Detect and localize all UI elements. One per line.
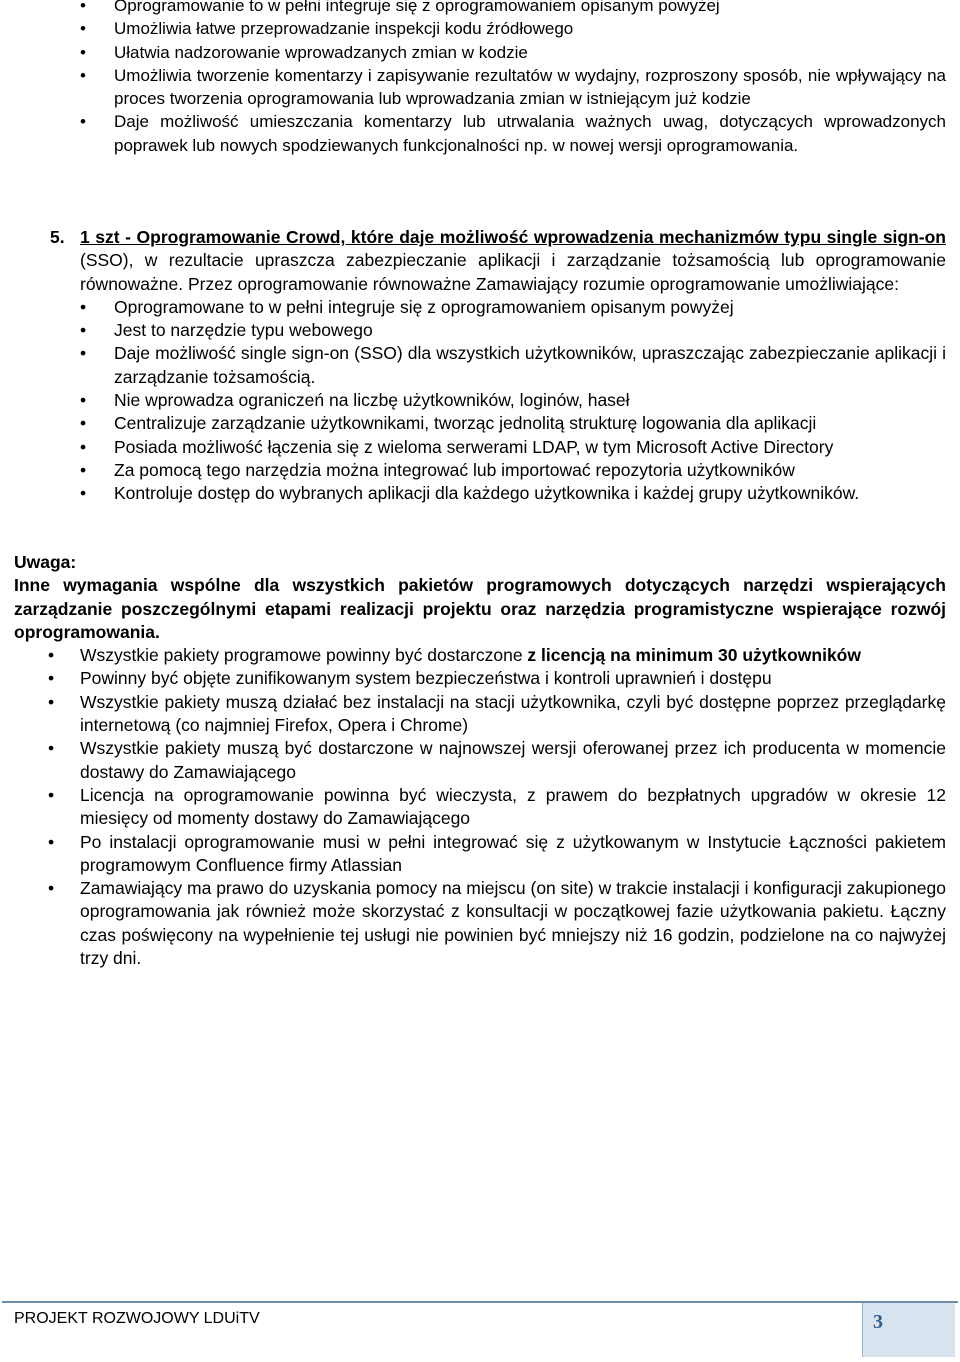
page-number: 3 [873,1311,883,1333]
note-section [14,551,946,970]
note-text: Inne wymagania wspólne dla wszystkich pakietów programowych dotyczących narzędzi wspierających zarządzanie poszczególnymi etapami realizacji projektu oraz narzędzia programistyczne wspierające rozwój oprogramowania. [14,575,946,642]
note-bullet-list [14,644,946,970]
section-5 [50,226,946,506]
footer-project-name: PROJEKT ROZWOJOWY LDUiTV [14,1310,260,1327]
section-intro-text: (SSO), w rezultacie upraszcza zabezpieczanie aplikacji i zarządzanie tożsamością lub oprogramowanie równoważne. Przez oprogramowanie równoważne Zamawiający rozumie oprogramowanie umożliwiające: [80,250,946,294]
list-item: • Oprogramowane to w pełni integruje się z oprogramowaniem opisanym powyżej [80,296,946,319]
list-item: • Licencja na oprogramowanie powinna być wieczysta, z prawem do bezpłatnych upgradów w okresie 12 miesięcy od momenty dostawy do Zamawiającego [14,784,946,831]
list-item: • Wszystkie pakiety muszą być dostarczone w najnowszej wersji oferowanej przez ich producenta w momencie dostawy do Zamawiającego [14,737,946,784]
list-item: • Po instalacji oprogramowanie musi w pełni integrować się z użytkowanym w Instytucie Łączności pakietem programowym Confluence firmy Atlassian [14,831,946,878]
list-item: • Powinny być objęte zunifikowanym system bezpieczeństwa i kontroli uprawnień i dostępu [14,667,946,690]
list-item: • Daje możliwość umieszczania komentarzy lub utrwalania ważnych uwag, dotyczących wprowadzonych poprawek lub nowych spodziewanych funkcjonalności np. w nowej wersji oprogramowania. [80,110,946,157]
list-item: • Zamawiający ma prawo do uzyskania pomocy na miejscu (on site) w trakcie instalacji i konfiguracji zakupionego oprogramowania jak również może skorzystać z konsultacji w początkowej fazie użytkowania pakietu. Łączny czas poświęcony na wypełnienie tej usługi nie powinien być mniejszy niż 16 godzin, podzielone na co najwyżej trzy dni. [14,877,946,970]
section-5-intro [80,226,946,296]
list-item: • Ułatwia nadzorowanie wprowadzanych zmian w kodzie [80,41,946,64]
list-item: • Centralizuje zarządzanie użytkownikami, tworząc jednolitą strukturę logowania dla aplikacji [80,412,946,435]
list-item: • Nie wprowadza ograniczeń na liczbę użytkowników, loginów, haseł [80,389,946,412]
list-item [14,644,946,667]
list-item: • Za pomocą tego narzędzia można integrować lub importować repozytoria użytkowników [80,459,946,482]
list-item: • Daje możliwość single sign-on (SSO) dla wszystkich użytkowników, upraszczając zabezpieczanie aplikacji i zarządzanie tożsamością. [80,342,946,389]
note-heading: Uwaga: [14,552,77,572]
list-item: • Umożliwia tworzenie komentarzy i zapisywanie rezultatów w wydajny, rozproszony sposób, nie wpływający na proces tworzenia oprogramowania lub wprowadzania zmian w istniejącym już kodzie [80,64,946,111]
section-number: 5. [50,227,65,247]
license-requirement: z licencją na minimum 30 użytkowników [527,645,861,666]
list-item-text: Wszystkie pakiety programowe powinny być dostarczone [80,645,528,666]
footer-divider [2,1301,958,1303]
list-item: • Umożliwia łatwe przeprowadzanie inspekcji kodu źródłowego [80,17,946,40]
section-title: 1 szt - Oprogramowanie Crowd, które daje możliwość wprowadzenia mechanizmów typu single sign-on [80,227,946,247]
list-item: • Wszystkie pakiety muszą działać bez instalacji na stacji użytkownika, czyli być dostępne poprzez przeglądarkę internetową (co najmniej Firefox, Opera i Chrome) [14,691,946,738]
top-bullet-list [80,0,946,157]
section-5-bullet-list [80,296,946,506]
list-item: • Oprogramowanie to w pełni integruje się z oprogramowaniem opisanym powyżej [80,0,946,17]
page-number-box [862,1303,955,1357]
list-item: • Kontroluje dostęp do wybranych aplikacji dla każdego użytkownika i każdej grupy użytkowników. [80,482,946,505]
list-item: • Posiada możliwość łączenia się z wieloma serwerami LDAP, w tym Microsoft Active Directory [80,436,946,459]
list-item: • Jest to narzędzie typu webowego [80,319,946,342]
